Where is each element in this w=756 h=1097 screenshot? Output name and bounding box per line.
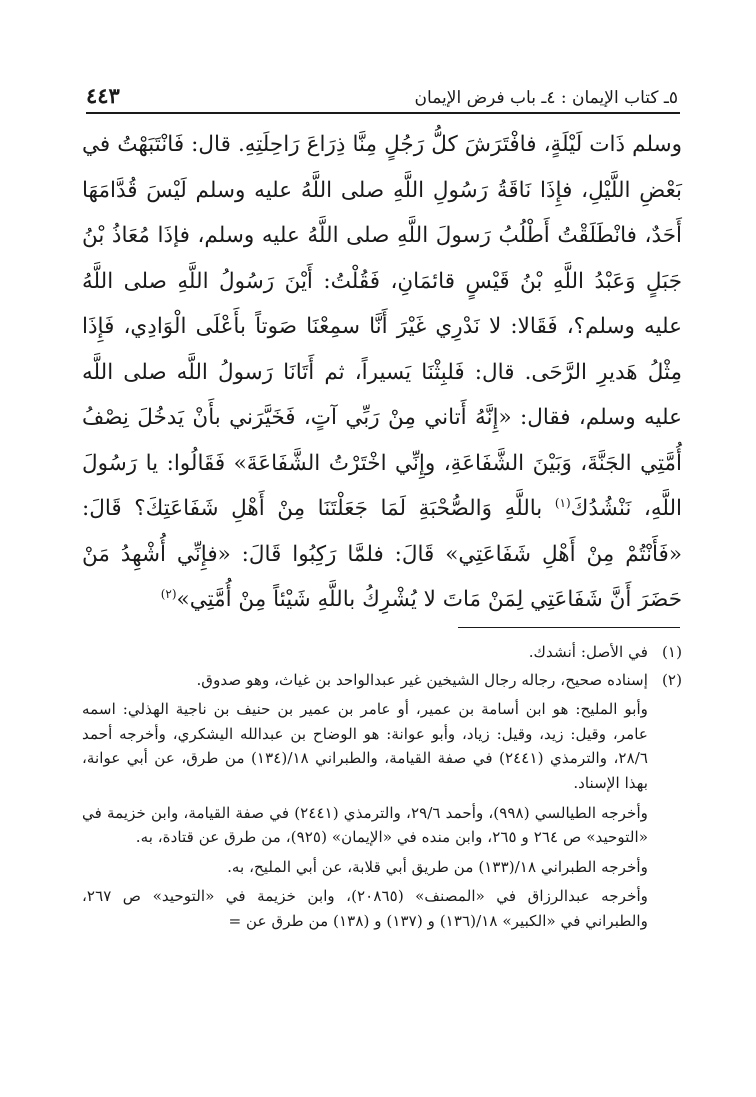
footnote-paragraph: وأخرجه الطيالسي (٩٩٨)، وأحمد ٢٩/٦، والترمذي (٢٤٤١) في صفة القيامة، وابن خزيمة في «التوحيد» ص ٢٦٤ و ٢٦٥، وابن منده في «الإيمان» (٩٢٥)، من طرق عن قتادة، به.	[82, 803, 648, 847]
running-title: ٥ـ كتاب الإيمان : ٤ـ باب فرض الإيمان	[414, 88, 678, 108]
hadith-segment-1: وسلم ذَات لَيْلَةٍ، فافْتَرَشَ كلُّ رَجُلٍ مِنَّا ذِرَاعَ رَاحِلَتِهِ. قال: فَانْتَبَهْتُ في بَعْضِ اللَّيْلِ، فإِذَا نَاقَةُ رَسُولِ اللَّهِ صلى اللَّهُ عليه وسلم لَيْسَ قُدَّامَهَا أَحَدٌ، فانْطَلَقْتُ أَطْلُبُ رَسولَ اللَّهِ صلى اللَّهُ عليه وسلم، فإذَا مُعَاذُ بْنُ جَبَلٍ وَعَبْدُ اللَّهِ بْنُ قَيْسٍ قائمَانِ، فَقُلْتُ: أَيْنَ رَسُولُ اللَّهِ صلى اللَّهُ عليه وسلم؟، فَقَالا: لا نَدْرِي غَيْرَ أَنَّا سمِعْنَا صَوتاً بأَعْلَى الْوَادِي، فَإِذَا مِثْلُ هَديرِ الرَّحَى. قال: فَلبِثْنَا يَسيراً، ثم أَتَانَا رَسولُ اللَّه صلى اللَّه عليه وسلم، فقال: «إِنَّهُ أَتاني مِنْ رَبِّي آتٍ، فَخَيَّرَني بأَنْ يَدخُلَ نِصْفُ أُمَّتِي الجَنَّةَ، وَبَيْنَ الشَّفَاعَةِ، وإِنِّي اخْتَرْتُ الشَّفَاعَةَ» فَقَالُوا: يا رَسُولَ اللَّهِ، نَنْشُدُكَ	[82, 132, 682, 521]
footnote-body	[82, 640, 648, 665]
footnote-body	[82, 668, 648, 934]
hadith-text	[82, 122, 682, 623]
footnote-paragraph: وأخرجه عبدالرزاق في «المصنف» (٢٠٨٦٥)، وابن خزيمة في «التوحيد» ص ٢٦٧، والطبراني في «الكبير» ١٨/(١٣٦) و (١٣٧) و (١٣٨) من طرق عن =	[82, 887, 649, 930]
hadith-segment-2: باللَّهِ وَالصُّحْبَةِ لَمَا جَعَلْتَنَا مِنْ أَهْلِ شَفَاعَتِكَ؟ قَالَ: «فَأَنْتُمْ مِنْ أَهْلِ شَفَاعَتِي» قَالَ: فلمَّا رَكِبُوا قَالَ: «فإِنِّي أُشْهِدُ مَنْ حَضَرَ أَنَّ شَفَاعَتِي لِمَنْ مَاتَ لا يُشْرِكُ باللَّهِ شَيْئاً مِنْ أُمَّتِي»	[82, 496, 682, 612]
running-header	[86, 78, 678, 108]
hadith-paragraph	[82, 122, 682, 623]
footnote-paragraph: وأبو المليح: هو ابن أسامة بن عمير، أو عامر بن عمير بن حنيف بن ناجية الهذلي: اسمه عامر، وقيل: زيد، وقيل: زياد، وأبو عوانة: هو الوضاح بن عبدالله اليشكري، وأخرجه أحمد ٢٨/٦، والترمذي (٢٤٤١) في صفة القيامة، والطبراني ١٨/(١٣٤) من طرق، عن أبي عوانة، بهذا الإسناد.	[82, 700, 648, 792]
footnote-1	[82, 640, 682, 665]
footnote-2	[82, 668, 682, 934]
footnote-paragraph: وأخرجه الطبراني ١٨/(١٣٣) من طريق أبي قلابة، عن أبي المليح، به.	[227, 857, 648, 876]
footnotes	[82, 640, 682, 937]
header-rule	[86, 112, 680, 114]
footnote-number: (١)	[661, 643, 682, 661]
footnote-paragraph: إسناده صحيح، رجاله رجال الشيخين غير عبدالواحد بن غياث، وهو صدوق.	[196, 670, 648, 689]
footnote-marker-2[interactable]: (٢)	[160, 586, 177, 601]
footnote-marker-1[interactable]: (١)	[554, 495, 571, 510]
footnote-paragraph: في الأصل: أنشدك.	[528, 643, 648, 661]
footnote-number: (٢)	[661, 670, 682, 689]
footnote-separator	[458, 627, 680, 628]
page-number: ٤٤٣	[86, 83, 120, 108]
